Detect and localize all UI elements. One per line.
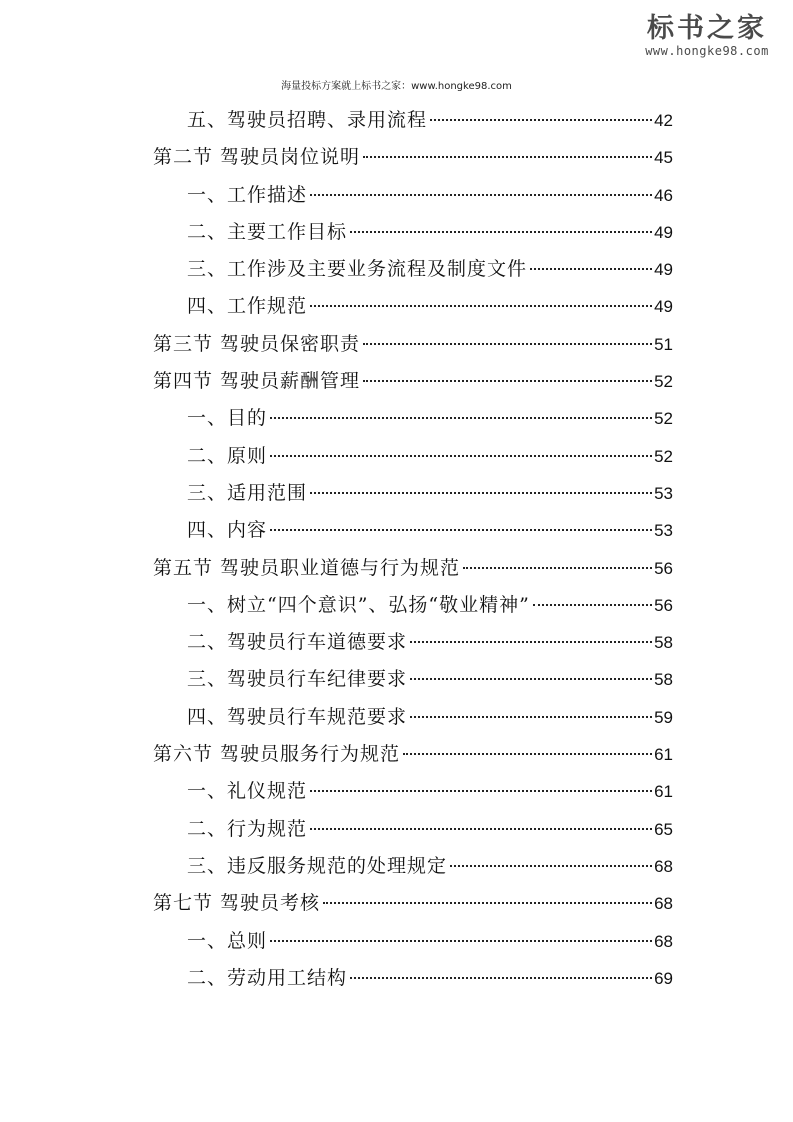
- toc-page-number: 61: [654, 782, 673, 802]
- toc-section-entry[interactable]: [153, 139, 673, 176]
- toc-entry-title: 第四节 驾驶员薪酬管理: [153, 370, 361, 393]
- toc-page-number: 42: [654, 111, 673, 130]
- toc-section-entry[interactable]: [153, 736, 673, 773]
- toc-dot-leader: [270, 940, 652, 942]
- toc-dot-leader: [310, 194, 652, 196]
- toc-entry-title: 二、劳动用工结构: [187, 966, 348, 989]
- toc-section-entry[interactable]: [153, 550, 673, 587]
- toc-page-number: 49: [654, 222, 673, 242]
- header-note: 海量投标方案就上标书之家：www.hongke98.com: [281, 81, 512, 92]
- toc-entry-title: 四、工作规范: [187, 295, 308, 318]
- toc-entry-title: 三、适用范围: [187, 481, 308, 504]
- toc-entry-title: 第三节 驾驶员保密职责: [153, 332, 361, 355]
- toc-subsection-entry[interactable]: [153, 624, 673, 661]
- toc-dot-leader: [310, 790, 652, 792]
- toc-entry-title: 一、工作描述: [187, 183, 308, 206]
- toc-page-number: 49: [654, 260, 673, 280]
- toc-section-entry[interactable]: [153, 326, 673, 363]
- toc-page-number: 68: [654, 894, 673, 914]
- toc-page-number: 56: [654, 558, 673, 578]
- toc-page-number: 58: [654, 670, 673, 690]
- toc-entry-title: 二、原则: [187, 444, 268, 467]
- toc-page-number: 68: [654, 856, 673, 876]
- toc-page-number: 58: [654, 633, 673, 653]
- toc-entry-title: 四、驾驶员行车规范要求: [187, 705, 408, 728]
- toc-entry-title: 一、目的: [187, 407, 268, 430]
- toc-section-entry[interactable]: [153, 885, 673, 922]
- toc-dot-leader: [530, 268, 652, 270]
- toc-dot-leader: [363, 156, 652, 158]
- toc-entry-title: 一、礼仪规范: [187, 780, 308, 803]
- toc-subsection-entry[interactable]: [153, 699, 673, 736]
- toc-dot-leader: [463, 567, 652, 569]
- toc-entry-title: 一、树立“四个意识”、弘扬“敬业精神”: [187, 593, 530, 616]
- toc-subsection-entry[interactable]: [153, 438, 673, 475]
- toc-page-number: 52: [654, 372, 673, 392]
- toc-subsection-entry[interactable]: [153, 811, 673, 848]
- toc-dot-leader: [310, 492, 652, 494]
- toc-page-number: 68: [654, 931, 673, 951]
- toc-page-number: 52: [654, 446, 673, 466]
- toc-page-number: 51: [654, 334, 673, 354]
- toc-page-number: 52: [654, 409, 673, 429]
- toc-subsection-entry[interactable]: [153, 102, 673, 139]
- logo-title: 标书之家: [647, 13, 767, 44]
- toc-page-number: 56: [654, 595, 673, 615]
- toc-subsection-entry[interactable]: [153, 661, 673, 698]
- toc-entry-title: 三、驾驶员行车纪律要求: [187, 668, 408, 691]
- toc-dot-leader: [403, 753, 652, 755]
- toc-entry-title: 四、内容: [187, 519, 268, 542]
- toc-dot-leader: [350, 231, 652, 233]
- toc-entry-title: 第七节 驾驶员考核: [153, 892, 321, 915]
- toc-dot-leader: [310, 305, 652, 307]
- toc-dot-leader: [363, 380, 652, 382]
- toc-dot-leader: [350, 977, 652, 979]
- toc-entry-title: 二、主要工作目标: [187, 220, 348, 243]
- site-logo: [637, 14, 777, 58]
- toc-page-number: 69: [654, 968, 673, 988]
- toc-section-entry[interactable]: [153, 363, 673, 400]
- toc-page-number: 45: [654, 148, 673, 168]
- toc-entry-title: 第六节 驾驶员服务行为规范: [153, 743, 401, 766]
- toc-page-number: 53: [654, 521, 673, 541]
- toc-subsection-entry[interactable]: [153, 587, 673, 624]
- toc-dot-leader: [270, 417, 652, 419]
- toc-page-number: 53: [654, 483, 673, 503]
- toc-dot-leader: [410, 716, 652, 718]
- toc-subsection-entry[interactable]: [153, 923, 673, 960]
- toc-page-number: 59: [654, 707, 673, 727]
- toc-page-number: 61: [654, 745, 673, 765]
- toc-entry-title: 第二节 驾驶员岗位说明: [153, 146, 361, 169]
- toc-subsection-entry[interactable]: [153, 848, 673, 885]
- toc-subsection-entry[interactable]: [153, 177, 673, 214]
- toc-dot-leader: [410, 678, 652, 680]
- toc-dot-leader: [533, 604, 652, 606]
- toc-entry-title: 三、工作涉及主要业务流程及制度文件: [187, 258, 528, 281]
- toc-subsection-entry[interactable]: [153, 512, 673, 549]
- toc-subsection-entry[interactable]: [153, 960, 673, 997]
- toc-page-number: 65: [654, 819, 673, 839]
- toc-page-number: 49: [654, 297, 673, 317]
- toc-dot-leader: [323, 902, 652, 904]
- logo-url: www.hongke98.com: [645, 44, 769, 58]
- toc-dot-leader: [363, 343, 652, 345]
- toc-subsection-entry[interactable]: [153, 773, 673, 810]
- toc-dot-leader: [410, 641, 652, 643]
- toc-dot-leader: [430, 119, 652, 121]
- toc-entry-title: 二、行为规范: [187, 817, 308, 840]
- toc-subsection-entry[interactable]: [153, 400, 673, 437]
- toc-dot-leader: [270, 529, 652, 531]
- toc-dot-leader: [310, 828, 652, 830]
- toc-subsection-entry[interactable]: [153, 214, 673, 251]
- toc-entry-title: 第五节 驾驶员职业道德与行为规范: [153, 556, 461, 579]
- toc-entry-title: 五、驾驶员招聘、录用流程: [187, 109, 428, 131]
- toc-entry-title: 三、违反服务规范的处理规定: [187, 854, 448, 877]
- toc-dot-leader: [450, 865, 652, 867]
- toc-entry-title: 二、驾驶员行车道德要求: [187, 631, 408, 654]
- toc-entry-title: 一、总则: [187, 929, 268, 952]
- toc-subsection-entry[interactable]: [153, 475, 673, 512]
- toc-subsection-entry[interactable]: [153, 288, 673, 325]
- toc-page-number: 46: [654, 185, 673, 205]
- toc-subsection-entry[interactable]: [153, 251, 673, 288]
- table-of-contents: [153, 102, 673, 997]
- toc-dot-leader: [270, 455, 652, 457]
